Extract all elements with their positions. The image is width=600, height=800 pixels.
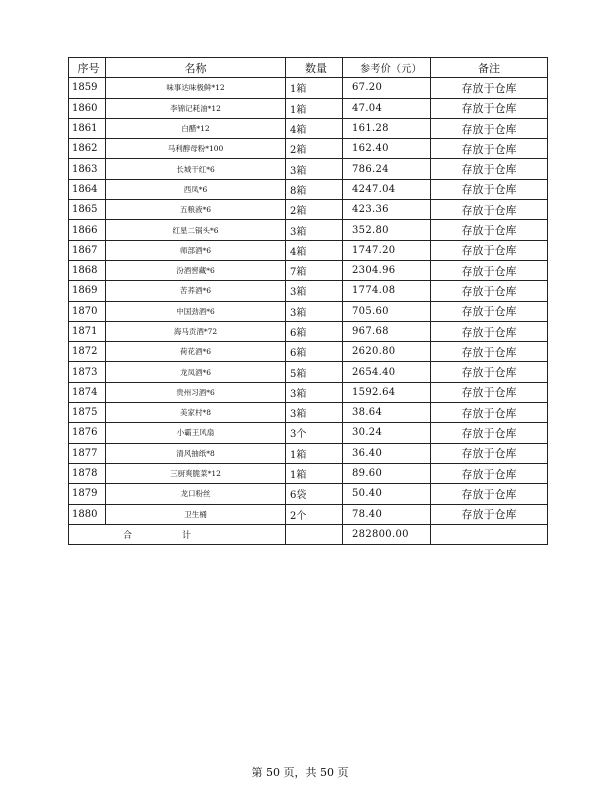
table-row — [69, 159, 548, 179]
row-name: 中国劲酒*6 — [106, 301, 286, 321]
row-price: 1747.20 — [343, 240, 431, 260]
row-price: 78.40 — [343, 504, 431, 524]
row-price: 47.04 — [343, 98, 431, 118]
row-id: 1859 — [69, 78, 106, 98]
row-price: 705.60 — [343, 301, 431, 321]
table-row — [69, 240, 548, 260]
row-note: 存放于仓库 — [431, 220, 548, 240]
row-qty: 3箱 — [286, 220, 343, 240]
row-qty: 1箱 — [286, 78, 343, 98]
total-label-left: 合 — [123, 530, 133, 541]
row-qty: 6袋 — [286, 484, 343, 504]
table-row — [69, 98, 548, 118]
row-name: 味事达味极鲜*12 — [106, 78, 286, 98]
row-note: 存放于仓库 — [431, 179, 548, 199]
header-id: 序号 — [69, 58, 106, 78]
page-number: 第 50 页，共 50 页 — [251, 766, 349, 779]
row-price: 423.36 — [343, 200, 431, 220]
row-price: 36.40 — [343, 443, 431, 463]
row-price: 2304.96 — [343, 260, 431, 280]
row-qty: 1箱 — [286, 463, 343, 483]
header-note: 备注 — [431, 58, 548, 78]
row-note: 存放于仓库 — [431, 342, 548, 362]
row-note: 存放于仓库 — [431, 484, 548, 504]
row-id: 1872 — [69, 342, 106, 362]
total-label — [69, 524, 286, 544]
row-qty: 6箱 — [286, 321, 343, 341]
table-row — [69, 321, 548, 341]
row-qty: 2箱 — [286, 139, 343, 159]
row-name: 小霸王风扇 — [106, 423, 286, 443]
table-row — [69, 382, 548, 402]
row-id: 1879 — [69, 484, 106, 504]
row-name: 清风抽纸*8 — [106, 443, 286, 463]
row-price: 50.40 — [343, 484, 431, 504]
row-id: 1868 — [69, 260, 106, 280]
row-name: 贵州习酒*6 — [106, 382, 286, 402]
row-note: 存放于仓库 — [431, 301, 548, 321]
table-row — [69, 342, 548, 362]
row-id: 1878 — [69, 463, 106, 483]
row-id: 1867 — [69, 240, 106, 260]
row-qty: 8箱 — [286, 179, 343, 199]
row-note: 存放于仓库 — [431, 321, 548, 341]
row-note: 存放于仓库 — [431, 504, 548, 524]
table-row — [69, 220, 548, 240]
row-qty: 5箱 — [286, 362, 343, 382]
table-body — [69, 78, 548, 525]
row-qty: 4箱 — [286, 240, 343, 260]
row-price: 2654.40 — [343, 362, 431, 382]
row-id: 1865 — [69, 200, 106, 220]
table-row — [69, 362, 548, 382]
row-name: 长城干红*6 — [106, 159, 286, 179]
row-id: 1870 — [69, 301, 106, 321]
row-price: 1774.08 — [343, 281, 431, 301]
table-row — [69, 78, 548, 98]
row-name: 龙凤酒*6 — [106, 362, 286, 382]
table-row — [69, 504, 548, 524]
row-id: 1873 — [69, 362, 106, 382]
row-name: 海马贡酒*72 — [106, 321, 286, 341]
row-note: 存放于仓库 — [431, 382, 548, 402]
row-price: 4247.04 — [343, 179, 431, 199]
row-qty: 3箱 — [286, 281, 343, 301]
row-qty: 3个 — [286, 423, 343, 443]
row-qty: 3箱 — [286, 301, 343, 321]
total-price: 282800.00 — [343, 524, 431, 544]
row-id: 1871 — [69, 321, 106, 341]
row-price: 162.40 — [343, 139, 431, 159]
row-id: 1877 — [69, 443, 106, 463]
row-price: 967.68 — [343, 321, 431, 341]
row-name: 荷花酒*6 — [106, 342, 286, 362]
total-row — [69, 524, 548, 544]
row-note: 存放于仓库 — [431, 118, 548, 138]
row-id: 1869 — [69, 281, 106, 301]
row-price: 161.28 — [343, 118, 431, 138]
row-note: 存放于仓库 — [431, 159, 548, 179]
row-id: 1880 — [69, 504, 106, 524]
row-qty: 1箱 — [286, 443, 343, 463]
row-note: 存放于仓库 — [431, 463, 548, 483]
row-price: 352.80 — [343, 220, 431, 240]
row-price: 67.20 — [343, 78, 431, 98]
table-row — [69, 423, 548, 443]
table-row — [69, 443, 548, 463]
row-note: 存放于仓库 — [431, 78, 548, 98]
header-price: 参考价（元） — [343, 58, 431, 78]
row-price: 2620.80 — [343, 342, 431, 362]
row-name: 三厨爽脆菜*12 — [106, 463, 286, 483]
header-name: 名称 — [106, 58, 286, 78]
table-header-row — [69, 58, 548, 78]
row-note: 存放于仓库 — [431, 443, 548, 463]
row-price: 30.24 — [343, 423, 431, 443]
row-id: 1876 — [69, 423, 106, 443]
inventory-table — [68, 57, 548, 545]
row-note: 存放于仓库 — [431, 281, 548, 301]
row-note: 存放于仓库 — [431, 423, 548, 443]
row-name: 苦荞酒*6 — [106, 281, 286, 301]
row-id: 1862 — [69, 139, 106, 159]
row-name: 龙口粉丝 — [106, 484, 286, 504]
row-note: 存放于仓库 — [431, 403, 548, 423]
total-note-cell — [431, 524, 548, 544]
row-id: 1874 — [69, 382, 106, 402]
row-id: 1863 — [69, 159, 106, 179]
row-name: 李锦记耗油*12 — [106, 98, 286, 118]
table-row — [69, 179, 548, 199]
row-qty: 3箱 — [286, 382, 343, 402]
row-note: 存放于仓库 — [431, 200, 548, 220]
row-name: 西凤*6 — [106, 179, 286, 199]
table-row — [69, 281, 548, 301]
table-row — [69, 118, 548, 138]
row-note: 存放于仓库 — [431, 139, 548, 159]
row-price: 38.64 — [343, 403, 431, 423]
table-row — [69, 403, 548, 423]
row-qty: 6箱 — [286, 342, 343, 362]
row-name: 美家村*8 — [106, 403, 286, 423]
row-name: 马利醇母粉*100 — [106, 139, 286, 159]
total-label-right: 计 — [182, 530, 192, 541]
row-note: 存放于仓库 — [431, 260, 548, 280]
table-row — [69, 484, 548, 504]
row-qty: 3箱 — [286, 159, 343, 179]
row-qty: 3箱 — [286, 403, 343, 423]
row-qty: 2个 — [286, 504, 343, 524]
row-id: 1864 — [69, 179, 106, 199]
table-row — [69, 301, 548, 321]
row-qty: 2箱 — [286, 200, 343, 220]
row-price: 89.60 — [343, 463, 431, 483]
row-name: 卫生桶 — [106, 504, 286, 524]
row-price: 1592.64 — [343, 382, 431, 402]
header-qty: 数量 — [286, 58, 343, 78]
row-name: 白醋*12 — [106, 118, 286, 138]
table-row — [69, 463, 548, 483]
row-qty: 4箱 — [286, 118, 343, 138]
total-qty-cell — [286, 524, 343, 544]
row-id: 1860 — [69, 98, 106, 118]
row-qty: 1箱 — [286, 98, 343, 118]
row-name: 师部酒*6 — [106, 240, 286, 260]
row-note: 存放于仓库 — [431, 98, 548, 118]
row-qty: 7箱 — [286, 260, 343, 280]
row-note: 存放于仓库 — [431, 362, 548, 382]
row-id: 1866 — [69, 220, 106, 240]
table-row — [69, 260, 548, 280]
row-name: 红星二锅头*6 — [106, 220, 286, 240]
row-price: 786.24 — [343, 159, 431, 179]
row-id: 1875 — [69, 403, 106, 423]
row-name: 汾酒窖藏*6 — [106, 260, 286, 280]
row-note: 存放于仓库 — [431, 240, 548, 260]
table-row — [69, 200, 548, 220]
row-id: 1861 — [69, 118, 106, 138]
table-row — [69, 139, 548, 159]
row-name: 五粮液*6 — [106, 200, 286, 220]
